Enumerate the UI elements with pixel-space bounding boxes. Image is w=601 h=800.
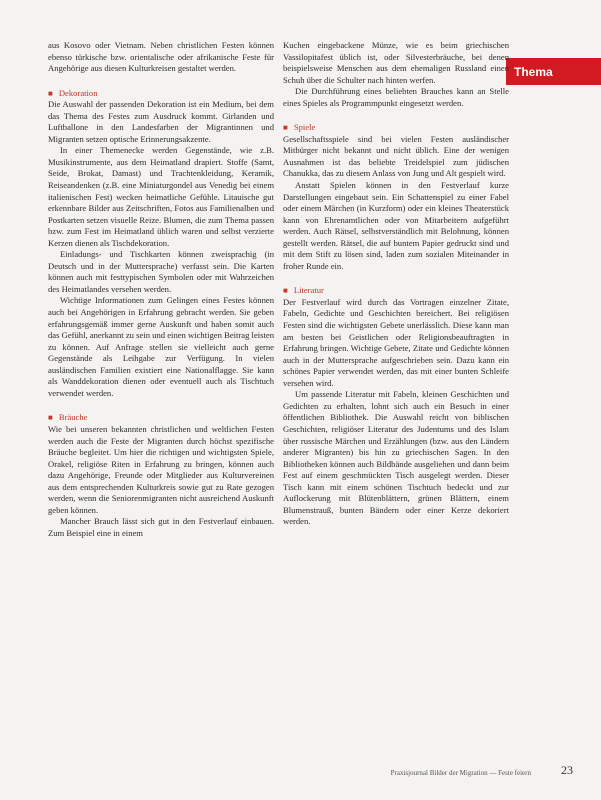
paragraph: Einladungs- und Tischkarten können zweisprachig (in Deutsch und in der Muttersprache) verfasst sein. Die Karten können auch mit festtypischen Symbolen oder mit Wahrzeichen des Heimatlandes versehen werden. bbox=[48, 249, 274, 294]
paragraph: In einer Themenecke werden Gegenstände, wie z.B. Musikinstrumente, aus dem Heimatland drapiert. Stoffe (Samt, Seide, Brokat, Damast) und Trachtenkleidung, Keramik, Reiseandenken (z.B. eine Miniaturgondel aus Venedig bei einem italienischen Fest) wecken heimatliche Gefühle. Litauische gut erkennbare Bilder aus Zeitschriften, Fotos aus Familienalben und Postkarten setzen visuelle Reize. Blumen, die zum Thema passen bzw. zum Fest im Heimatland üblich waren und selbst verzierte Kerzen dienen als Tischdekoration. bbox=[48, 145, 274, 248]
paragraph: Mancher Brauch lässt sich gut in den Festverlauf einbauen. Zum Beispiel eine in einem bbox=[48, 516, 274, 538]
thema-label: Thema bbox=[514, 64, 553, 79]
paragraph: Um passende Literatur mit Fabeln, kleinen Geschichten und Gedichten zu erhalten, lohnt sich auch ein Besuch in einer öffentlichen Bibliothek. Die Auswahl reicht von biblischen Geschichten, religiöser Literatur des Judentums und des Islam über russische Märchen und Erzählungen (bzw. aus den Ländern anderer Migranten) bis hin zu griechischen Sagen. In den Bibliotheken können auch Bildbände ausgeliehen und dann beim Fest auf einem geschmückten Tisch ausgelegt werden. Dieser Tisch kann mit einem schönen Tischtuch bedeckt und zur Auflockerung mit Blütenblättern, grünen Blättern, einem Blumenstrauß, bunten Bändern oder einer Kerze dekoriert werden. bbox=[283, 389, 509, 527]
paragraph: Die Durchführung eines beliebten Brauches kann an Stelle eines Spieles als Programmpunkt eingesetzt werden. bbox=[283, 86, 509, 108]
right-column bbox=[283, 40, 509, 528]
section-braeuche bbox=[48, 412, 274, 539]
paragraph: Gesellschaftsspiele sind bei vielen Festen ausländischer Mitbürger nicht bekannt und nicht üblich. Eine der wenigen Ausnahmen ist das beliebte Treidelspiel zum jüdischen Chanukka, das zu diesem Anlass von Jung und Alt gespielt wird. bbox=[283, 133, 509, 179]
paragraph: Wichtige Informationen zum Gelingen eines Festes können auch bei Angehörigen in Erfahrung gebracht werden. Sie geben erfahrungsgemäß immer gerne Auskunft und haben somit auch das Gefühl, anerkannt zu sein und einen wichtigen Beitrag leisten zu können. Auf Anfrage stellen sie vielleicht auch gerne Gegenstände als Leihgabe zur Verfügung. In vielen ausländischen Familien existiert eine Nationalflagge. Sie kann als Wanddekoration dienen oder eventuell auch als Tischtuch verwendet werden. bbox=[48, 295, 274, 398]
right-intro-paragraph: Kuchen eingebackene Münze, wie es beim griechischen Vassilopitafest üblich ist, oder Silvesterbräuche, bei denen beispielsweise Menschen aus dem ehemaligen Russland einen Schuh über die Schulter nach hinten werfen. bbox=[283, 40, 509, 85]
section-heading bbox=[48, 412, 274, 424]
section-spiele bbox=[283, 122, 509, 272]
bullet-icon: ■ bbox=[48, 88, 53, 98]
left-intro-paragraph: aus Kosovo oder Vietnam. Neben christlichen Festen können ebenso türkische bzw. orientalische oder afrikanische Feste für Angehörige aus diesen Kulturkreisen gestaltet werden. bbox=[48, 40, 274, 74]
bullet-icon: ■ bbox=[283, 286, 288, 296]
thema-tab bbox=[506, 58, 601, 85]
paragraph: Der Festverlauf wird durch das Vortragen einzelner Zitate, Fabeln, Gedichte und Geschichten bereichert. Bei religiösen Festen sind die wichtigsten Gebete unerlässlich. Diese kann man am besten bei Geistlichen oder Religionsbeauftragten in Erfahrung bringen. Wichtige Gebete, Zitate und Gedichte können auch in der Muttersprache aufgeschrieben sein. Dazu kann ein schönes Papier verwendet werden, das mit einer bunten Schleife versehen wird. bbox=[283, 296, 509, 388]
bullet-icon: ■ bbox=[48, 413, 53, 423]
section-title-spiele: Spiele bbox=[293, 122, 316, 133]
bullet-icon: ■ bbox=[283, 123, 288, 133]
paragraph: Anstatt Spielen können in den Festverlauf kurze Darstellungen eingebaut sein. Ein Schattenspiel zu einer Fabel oder einem Märchen (in Kurzform) oder ein kleines Theaterstück kann von Ehrenamtlichen oder von Mitarbeitern aufgeführt werden. Auch Rätsel, selbstverständlich mit Belohnung, können gestellt werden. Rätsel, die auf buntem Papier gedruckt sind und mit dem Stift zu lösen sind, laden zum sozialen Miteinander in froher Runde ein. bbox=[283, 180, 509, 271]
paragraph: Die Auswahl der passenden Dekoration ist ein Medium, bei dem das Thema des Festes zum Ausdruck kommt. Girlanden und Luftballone in den Landesfarben der Migrantinnen und Migranten setzen optische Erinnerungsakzente. bbox=[48, 99, 274, 144]
section-literatur bbox=[283, 285, 509, 527]
section-heading bbox=[283, 122, 509, 134]
page-footer bbox=[0, 760, 601, 784]
section-title-dekoration: Dekoration bbox=[58, 87, 98, 98]
section-dekoration bbox=[48, 88, 274, 400]
section-title-braeuche: Bräuche bbox=[58, 412, 88, 423]
section-heading bbox=[48, 88, 274, 100]
section-heading bbox=[283, 285, 509, 297]
section-title-literatur: Literatur bbox=[293, 285, 324, 296]
left-column bbox=[48, 40, 274, 539]
page-number: 23 bbox=[561, 763, 573, 777]
paragraph: Wie bei unseren bekannten christlichen und weltlichen Festen werden auch die Feste der Migranten durch höchst spezifische Bräuche begleitet. Um hier die richtigen und wichtigsten Spiele, Orakel, religiöse Riten in Erfahrung zu bringen, können auch dazu Angehörige, Freunde oder Mitglieder aus Kulturvereinen aus dem entsprechenden Kulturkreis sowie gut zu Rate gezogen werden, wenn die Seniorenmigranten nicht ausreichend Auskunft geben können. bbox=[48, 423, 274, 515]
footer-text: Praxisjournal Bilder der Migration — Feste feiern bbox=[390, 769, 531, 777]
